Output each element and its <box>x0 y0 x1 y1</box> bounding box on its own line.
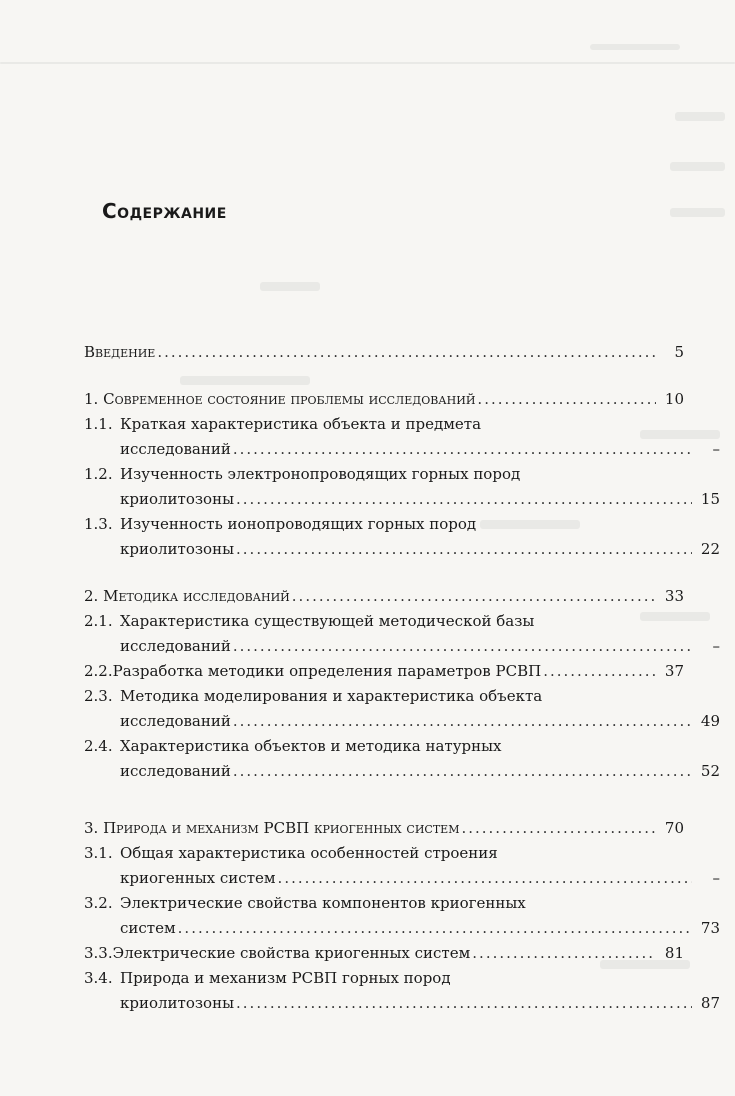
section-number: 3.1. <box>84 844 113 862</box>
toc-page-number: 5 <box>674 343 684 361</box>
section-title-line1: Природа и механизм РСВП горных пород <box>120 969 451 987</box>
toc-section-1-2[interactable] <box>84 462 720 512</box>
dot-leader <box>178 916 692 941</box>
toc-section-2-4[interactable] <box>84 734 720 784</box>
section-title-line1: Разработка методики определения параметров РСВП <box>112 662 542 680</box>
dot-leader <box>543 659 656 684</box>
dot-leader <box>157 340 656 365</box>
section-title-line1: Изученность электронопроводящих горных пород <box>120 465 521 483</box>
dot-leader <box>477 387 656 412</box>
toc-chapter-2[interactable] <box>84 584 684 609</box>
dot-leader <box>236 537 692 562</box>
section-title-line2: исследований <box>120 762 231 780</box>
chapter-title: Методика исследований <box>103 587 290 605</box>
toc-page-number: – <box>712 869 720 887</box>
section-number: 3.2. <box>84 894 113 912</box>
section-title-line1: Методика моделирования и характеристика объекта <box>120 687 543 705</box>
dot-leader <box>278 866 692 891</box>
toc-section-1-1[interactable] <box>84 412 720 462</box>
section-title-line2: систем <box>120 919 176 937</box>
toc-section-3-1[interactable] <box>84 841 720 891</box>
section-title-line1: Электрические свойства криогенных систем <box>112 944 471 962</box>
toc-section-2-2[interactable] <box>84 659 684 684</box>
section-title-line1: Характеристика существующей методической базы <box>120 612 535 630</box>
toc-page-number: 49 <box>700 712 720 730</box>
chapter-title: Природа и механизм РСВП криогенных систем <box>103 819 460 837</box>
toc-section-2-1[interactable] <box>84 609 720 659</box>
dot-leader <box>233 759 692 784</box>
section-title-line2: криогенных систем <box>120 869 276 887</box>
chapter-number: 3. <box>84 819 99 837</box>
chapter-number: 2. <box>84 587 99 605</box>
section-title-line2: исследований <box>120 712 231 730</box>
toc-section-2-3[interactable] <box>84 684 720 734</box>
toc-entry-label: Введение <box>84 343 156 361</box>
section-title-line1: Электрические свойства компонентов криогенных <box>120 894 526 912</box>
dot-leader <box>233 634 692 659</box>
section-title-line2: криолитозоны <box>120 540 235 558</box>
section-number: 1.1. <box>84 415 113 433</box>
section-number: 1.3. <box>84 515 113 533</box>
toc-page-number: 15 <box>700 490 720 508</box>
toc-section-3-2[interactable] <box>84 891 720 941</box>
section-title-line2: исследований <box>120 637 231 655</box>
toc-page-number: 37 <box>664 662 684 680</box>
toc-page-number: 33 <box>664 587 684 605</box>
section-number: 2.1. <box>84 612 113 630</box>
section-number: 3.3. <box>84 944 113 962</box>
section-number: 1.2. <box>84 465 113 483</box>
toc-section-1-3[interactable] <box>84 512 720 562</box>
toc-page-number: 81 <box>664 944 684 962</box>
toc-page-number: 73 <box>700 919 720 937</box>
toc-page-number: 52 <box>700 762 720 780</box>
toc-page-number: 87 <box>700 994 720 1012</box>
section-number: 2.3. <box>84 687 113 705</box>
table-of-contents <box>84 340 720 1016</box>
toc-chapter-3[interactable] <box>84 816 684 841</box>
section-title-line1: Общая характеристика особенностей строения <box>120 844 498 862</box>
section-number: 3.4. <box>84 969 113 987</box>
toc-chapter-1[interactable] <box>84 387 684 412</box>
toc-section-3-3[interactable] <box>84 941 684 966</box>
chapter-number: 1. <box>84 390 99 408</box>
dot-leader <box>461 816 656 841</box>
dot-leader <box>472 941 656 966</box>
dot-leader <box>233 709 692 734</box>
dot-leader <box>236 991 692 1016</box>
section-number: 2.4. <box>84 737 113 755</box>
section-title-line1: Изученность ионопроводящих горных пород <box>120 515 477 533</box>
dot-leader <box>236 487 692 512</box>
dot-leader <box>292 584 656 609</box>
section-title-line2: криолитозоны <box>120 490 235 508</box>
chapter-title: Современное состояние проблемы исследований <box>103 390 476 408</box>
toc-page-number: 22 <box>700 540 720 558</box>
dot-leader <box>233 437 692 462</box>
section-title-line1: Характеристика объектов и методика натурных <box>120 737 502 755</box>
toc-page-number: 70 <box>664 819 684 837</box>
toc-section-3-4[interactable] <box>84 966 720 1016</box>
section-title-line2: исследований <box>120 440 231 458</box>
section-number: 2.2. <box>84 662 113 680</box>
page-title: Содержание <box>102 199 227 223</box>
section-title-line2: криолитозоны <box>120 994 235 1012</box>
toc-page-number: – <box>712 637 720 655</box>
toc-page-number: – <box>712 440 720 458</box>
section-title-line1: Краткая характеристика объекта и предмета <box>120 415 482 433</box>
toc-entry-intro[interactable] <box>84 340 684 365</box>
toc-page-number: 10 <box>664 390 684 408</box>
